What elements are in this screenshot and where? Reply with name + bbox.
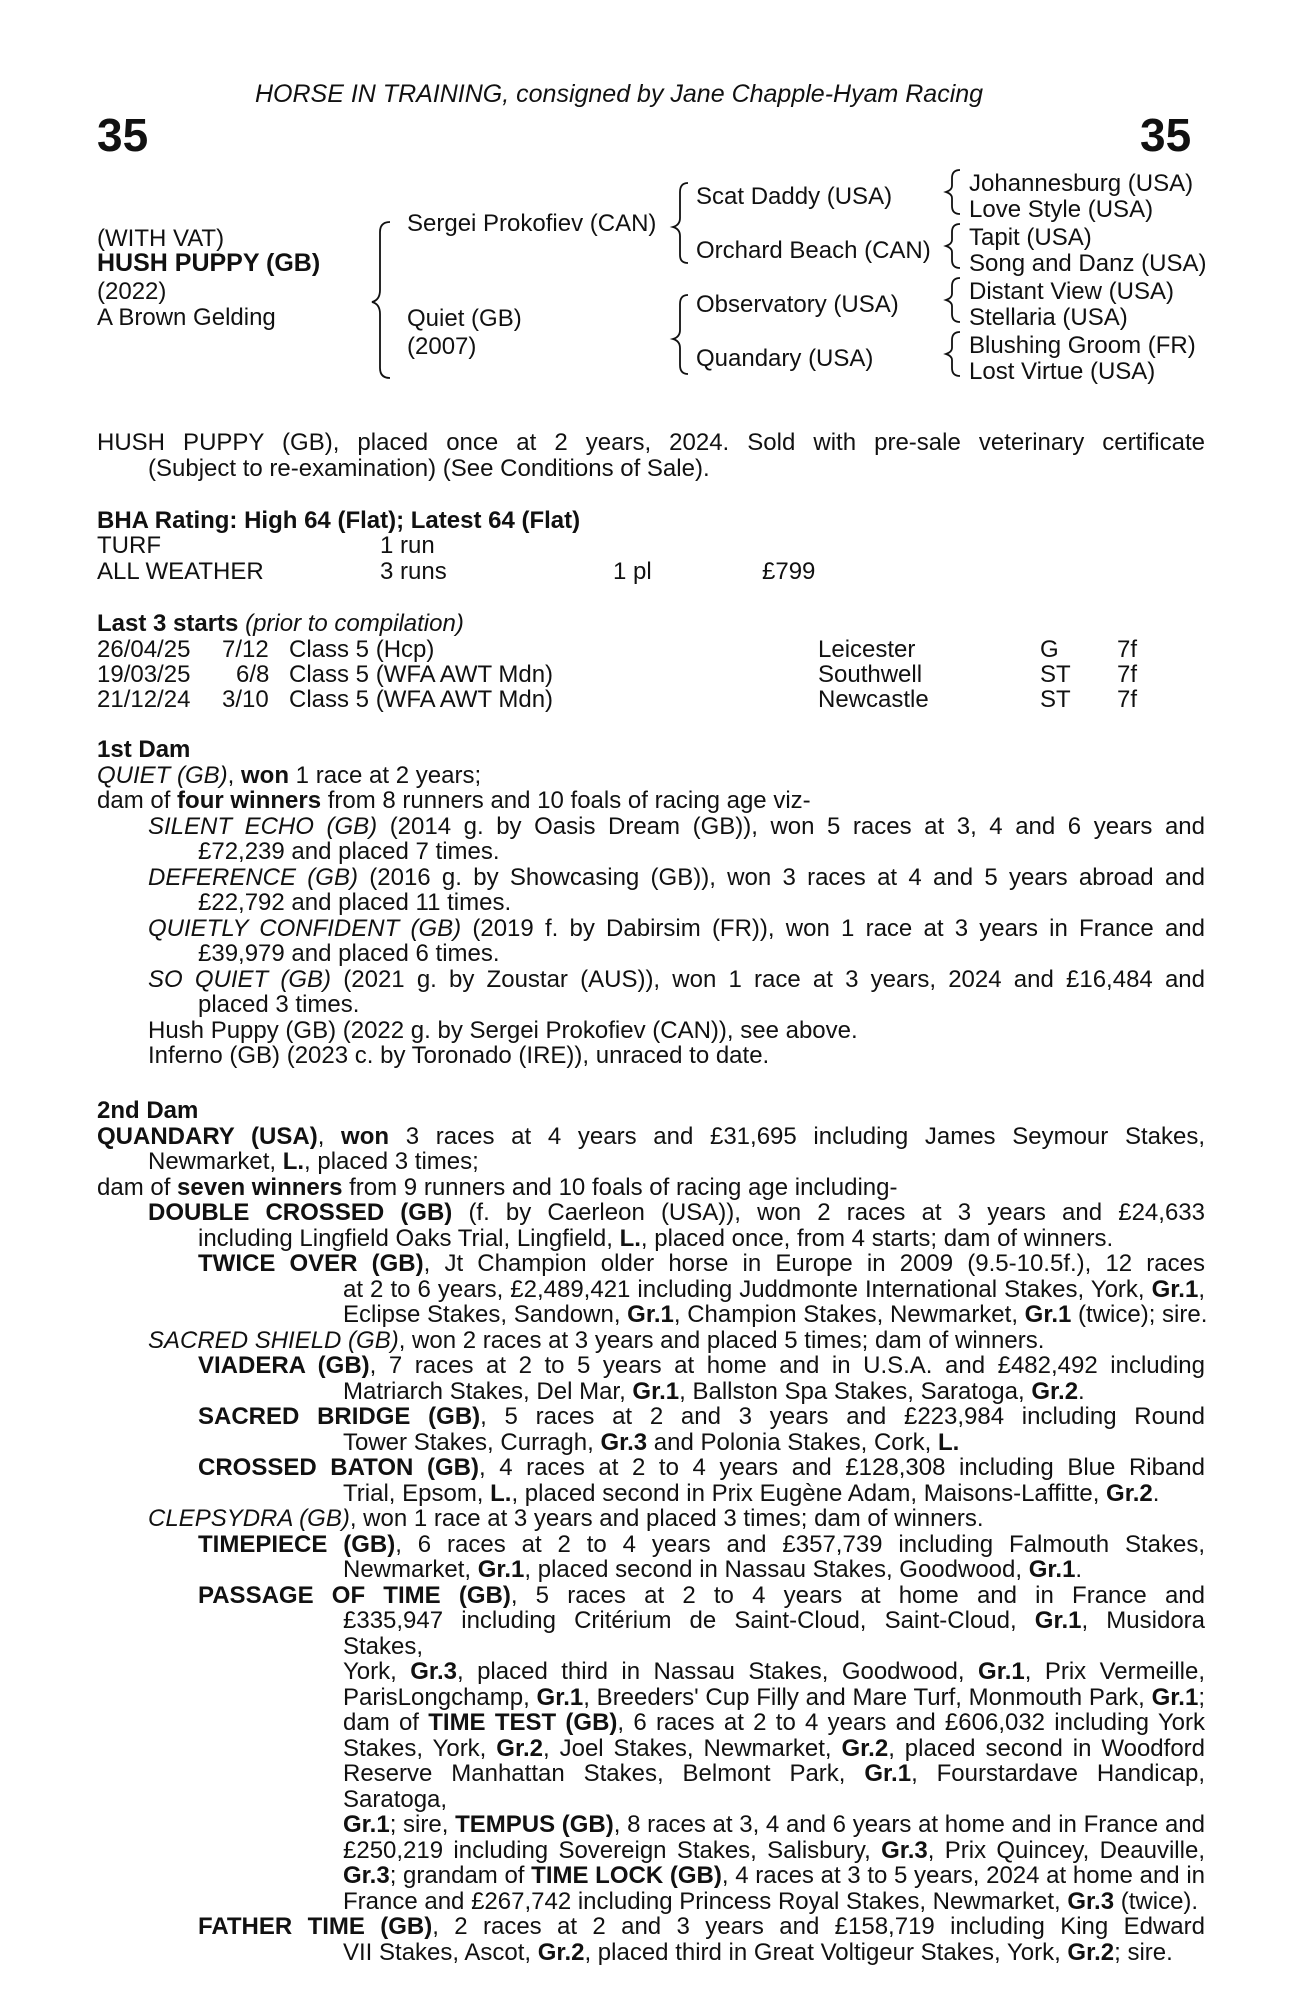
lot-number-left: 35: [97, 109, 149, 161]
progeny-line: Gr.3; grandam of TIME LOCK (GB), 4 races at 3 to 5 years, 2024 at home and in: [343, 1862, 1205, 1889]
progeny-line: DEFERENCE (GB) (2016 g. by Showcasing (GB)), won 3 races at 4 and 5 years abroad and: [148, 863, 1205, 891]
start-position: 7/12: [222, 636, 269, 663]
second-dam-line: QUANDARY (USA), won 3 races at 4 years and £31,695 including James Seymour Stakes,: [97, 1122, 1205, 1150]
progeny-line: SACRED SHIELD (GB), won 2 races at 3 years and placed 5 times; dam of winners.: [148, 1326, 1045, 1354]
progeny-line: VII Stakes, Ascot, Gr.2, placed third in Great Voltigeur Stakes, York, Gr.2; sire.: [343, 1938, 1173, 1966]
start-date: 19/03/25: [97, 661, 191, 688]
rating-runs: 3 runs: [380, 558, 447, 585]
start-course: Leicester: [818, 636, 916, 663]
progeny-line: including Lingfield Oaks Trial, Lingfield, L., placed once, from 4 starts; dam of winners.: [198, 1224, 1114, 1252]
intro-line-2: (Subject to re-examination) (See Conditions of Sale).: [148, 454, 710, 482]
last-starts-title: [97, 611, 464, 637]
sire-dam: Orchard Beach (CAN): [696, 237, 931, 264]
grandsire-3: Tapit (USA): [969, 224, 1092, 251]
progeny-line: Stakes, York, Gr.2, Joel Stakes, Newmarket, Gr.2, placed second in Woodford: [343, 1734, 1206, 1762]
start-position: 6/8: [236, 661, 270, 688]
progeny-line: CROSSED BATON (GB), 4 races at 2 to 4 years and £128,308 including Blue Riband: [198, 1454, 1205, 1481]
grandsire-1: Johannesburg (USA): [969, 170, 1194, 197]
second-dam-line: Newmarket, L., placed 3 times;: [148, 1148, 479, 1175]
grandsire-8: Lost Virtue (USA): [969, 358, 1156, 385]
progeny-line: VIADERA (GB), 7 races at 2 to 5 years at home and in U.S.A. and £482,492 including: [198, 1352, 1205, 1379]
first-dam-heading: 1st Dam: [97, 736, 191, 763]
start-course: Southwell: [818, 661, 923, 688]
progeny-line: York, Gr.3, placed third in Nassau Stakes, Goodwood, Gr.1, Prix Vermeille,: [343, 1658, 1206, 1685]
progeny-line: Hush Puppy (GB) (2022 g. by Sergei Prokofiev (CAN)), see above.: [148, 1016, 858, 1044]
grandsire-2: Love Style (USA): [969, 196, 1154, 223]
progeny-line: Trial, Epsom, L., placed second in Prix Eugène Adam, Maisons-Laffitte, Gr.2.: [343, 1479, 1160, 1507]
start-date: 21/12/24: [97, 686, 191, 713]
last-starts-note: (prior to compilation): [245, 610, 464, 637]
dam-dam: Quandary (USA): [696, 345, 874, 372]
first-dam-line: dam of four winners from 8 runners and 10 foals of racing age viz-: [97, 787, 811, 814]
sire-sire: Scat Daddy (USA): [696, 183, 893, 210]
start-position: 3/10: [222, 686, 269, 713]
progeny-line: £39,979 and placed 6 times.: [198, 940, 500, 967]
intro-line-1: HUSH PUPPY (GB), placed once at 2 years, 2024. Sold with pre-sale veterinary certificate: [97, 429, 1205, 456]
start-course: Newcastle: [818, 686, 929, 713]
progeny-line: Eclipse Stakes, Sandown, Gr.1, Champion Stakes, Newmarket, Gr.1 (twice); sire.: [343, 1301, 1208, 1328]
start-distance: 7f: [1117, 686, 1138, 713]
second-dam-heading: 2nd Dam: [97, 1097, 199, 1124]
progeny-line: Reserve Manhattan Stakes, Belmont Park, Gr.1, Fourstardave Handicap, Saratoga,: [343, 1760, 1205, 1813]
progeny-line: FATHER TIME (GB), 2 races at 2 and 3 years and £158,719 including King Edward: [198, 1913, 1205, 1940]
rating-surface: TURF: [97, 532, 161, 559]
last-starts-heading: Last 3 starts: [97, 610, 239, 637]
rating-heading: BHA Rating: High 64 (Flat); Latest 64 (Flat): [97, 507, 581, 534]
rating-runs: 1 run: [380, 532, 435, 559]
progeny-line: France and £267,742 including Princess Royal Stakes, Newmarket, Gr.3 (twice).: [343, 1887, 1199, 1915]
progeny-line: £250,219 including Sovereign Stakes, Salisbury, Gr.3, Prix Quincey, Deauville,: [343, 1836, 1205, 1864]
progeny-line: PASSAGE OF TIME (GB), 5 races at 2 to 4 years at home and in France and: [198, 1581, 1205, 1609]
rating-surface: ALL WEATHER: [97, 558, 264, 585]
progeny-line: TIMEPIECE (GB), 6 races at 2 to 4 years and £357,739 including Falmouth Stakes,: [198, 1530, 1205, 1558]
start-distance: 7f: [1117, 661, 1138, 688]
progeny-line: £72,239 and placed 7 times.: [198, 838, 500, 865]
vat-label: (WITH VAT): [97, 225, 225, 252]
progeny-line: SO QUIET (GB) (2021 g. by Zoustar (AUS)), won 1 race at 3 years, 2024 and £16,484 and: [148, 965, 1205, 993]
grandsire-5: Distant View (USA): [969, 278, 1174, 305]
horse-description: A Brown Gelding: [97, 304, 276, 331]
progeny-line: Matriarch Stakes, Del Mar, Gr.1, Ballston Spa Stakes, Saratoga, Gr.2.: [343, 1377, 1085, 1405]
first-dam-line: QUIET (GB), won 1 race at 2 years;: [97, 761, 482, 789]
first-dam-section: [97, 737, 1205, 1069]
grandsire-7: Blushing Groom (FR): [969, 332, 1196, 359]
progeny-line: ParisLongchamp, Gr.1, Breeders' Cup Filly and Mare Turf, Monmouth Park, Gr.1;: [343, 1683, 1205, 1711]
dam: Quiet (GB): [407, 305, 522, 332]
sire: Sergei Prokofiev (CAN): [407, 210, 657, 237]
progeny-line: Tower Stakes, Curragh, Gr.3 and Polonia Stakes, Cork, L.: [343, 1428, 960, 1456]
second-dam-section: [97, 1097, 1208, 1966]
start-distance: 7f: [1117, 636, 1138, 663]
start-race: Class 5 (WFA AWT Mdn): [289, 661, 554, 688]
progeny-line: placed 3 times.: [198, 991, 360, 1018]
progeny-line: SACRED BRIDGE (GB), 5 races at 2 and 3 years and £223,984 including Round: [198, 1403, 1206, 1430]
start-race: Class 5 (WFA AWT Mdn): [289, 686, 554, 713]
consignment-title: HORSE IN TRAINING, consigned by Jane Chapple-Hyam Racing: [255, 80, 984, 108]
rating-placed: 1 pl: [613, 558, 652, 585]
progeny-line: dam of TIME TEST (GB), 6 races at 2 to 4 years and £606,032 including York: [343, 1709, 1205, 1736]
dam-year: (2007): [407, 333, 477, 360]
start-going: ST: [1040, 686, 1071, 713]
progeny-line: at 2 to 6 years, £2,489,421 including Juddmonte International Stakes, York, Gr.1,: [343, 1275, 1205, 1303]
grandsire-4: Song and Danz (USA): [969, 250, 1207, 277]
dam-sire: Observatory (USA): [696, 291, 899, 318]
start-going: G: [1040, 636, 1059, 663]
rating-prize: £799: [762, 558, 816, 585]
start-date: 26/04/25: [97, 636, 191, 663]
grandsire-6: Stellaria (USA): [969, 304, 1128, 331]
horse-name: HUSH PUPPY (GB): [97, 249, 321, 277]
lot-number-right: 35: [1140, 109, 1192, 161]
start-going: ST: [1040, 661, 1071, 688]
progeny-line: Gr.1; sire, TEMPUS (GB), 8 races at 3, 4 and 6 years at home and in France and: [343, 1811, 1205, 1838]
progeny-line: Inferno (GB) (2023 c. by Toronado (IRE)), unraced to date.: [148, 1042, 770, 1069]
progeny-line: Newmarket, Gr.1, placed second in Nassau Stakes, Goodwood, Gr.1.: [343, 1556, 1083, 1583]
progeny-line: £22,792 and placed 11 times.: [198, 889, 512, 916]
progeny-line: QUIETLY CONFIDENT (GB) (2019 f. by Dabirsim (FR)), won 1 race at 3 years in France and: [148, 914, 1206, 942]
progeny-line: SILENT ECHO (GB) (2014 g. by Oasis Dream (GB)), won 5 races at 3, 4 and 6 years and: [148, 812, 1205, 840]
intro-paragraph: [97, 430, 1205, 481]
second-dam-line: dam of seven winners from 9 runners and 10 foals of racing age including-: [97, 1173, 898, 1201]
progeny-line: CLEPSYDRA (GB), won 1 race at 3 years and placed 3 times; dam of winners.: [148, 1505, 984, 1532]
start-race: Class 5 (Hcp): [289, 636, 435, 663]
horse-year: (2022): [97, 278, 167, 305]
progeny-line: TWICE OVER (GB), Jt Champion older horse in Europe in 2009 (9.5-10.5f.), 12 races: [198, 1250, 1205, 1277]
progeny-line: DOUBLE CROSSED (GB) (f. by Caerleon (USA)), won 2 races at 3 years and £24,633: [148, 1199, 1205, 1226]
progeny-line: £335,947 including Critérium de Saint-Cloud, Saint-Cloud, Gr.1, Musidora Stakes,: [343, 1607, 1206, 1660]
